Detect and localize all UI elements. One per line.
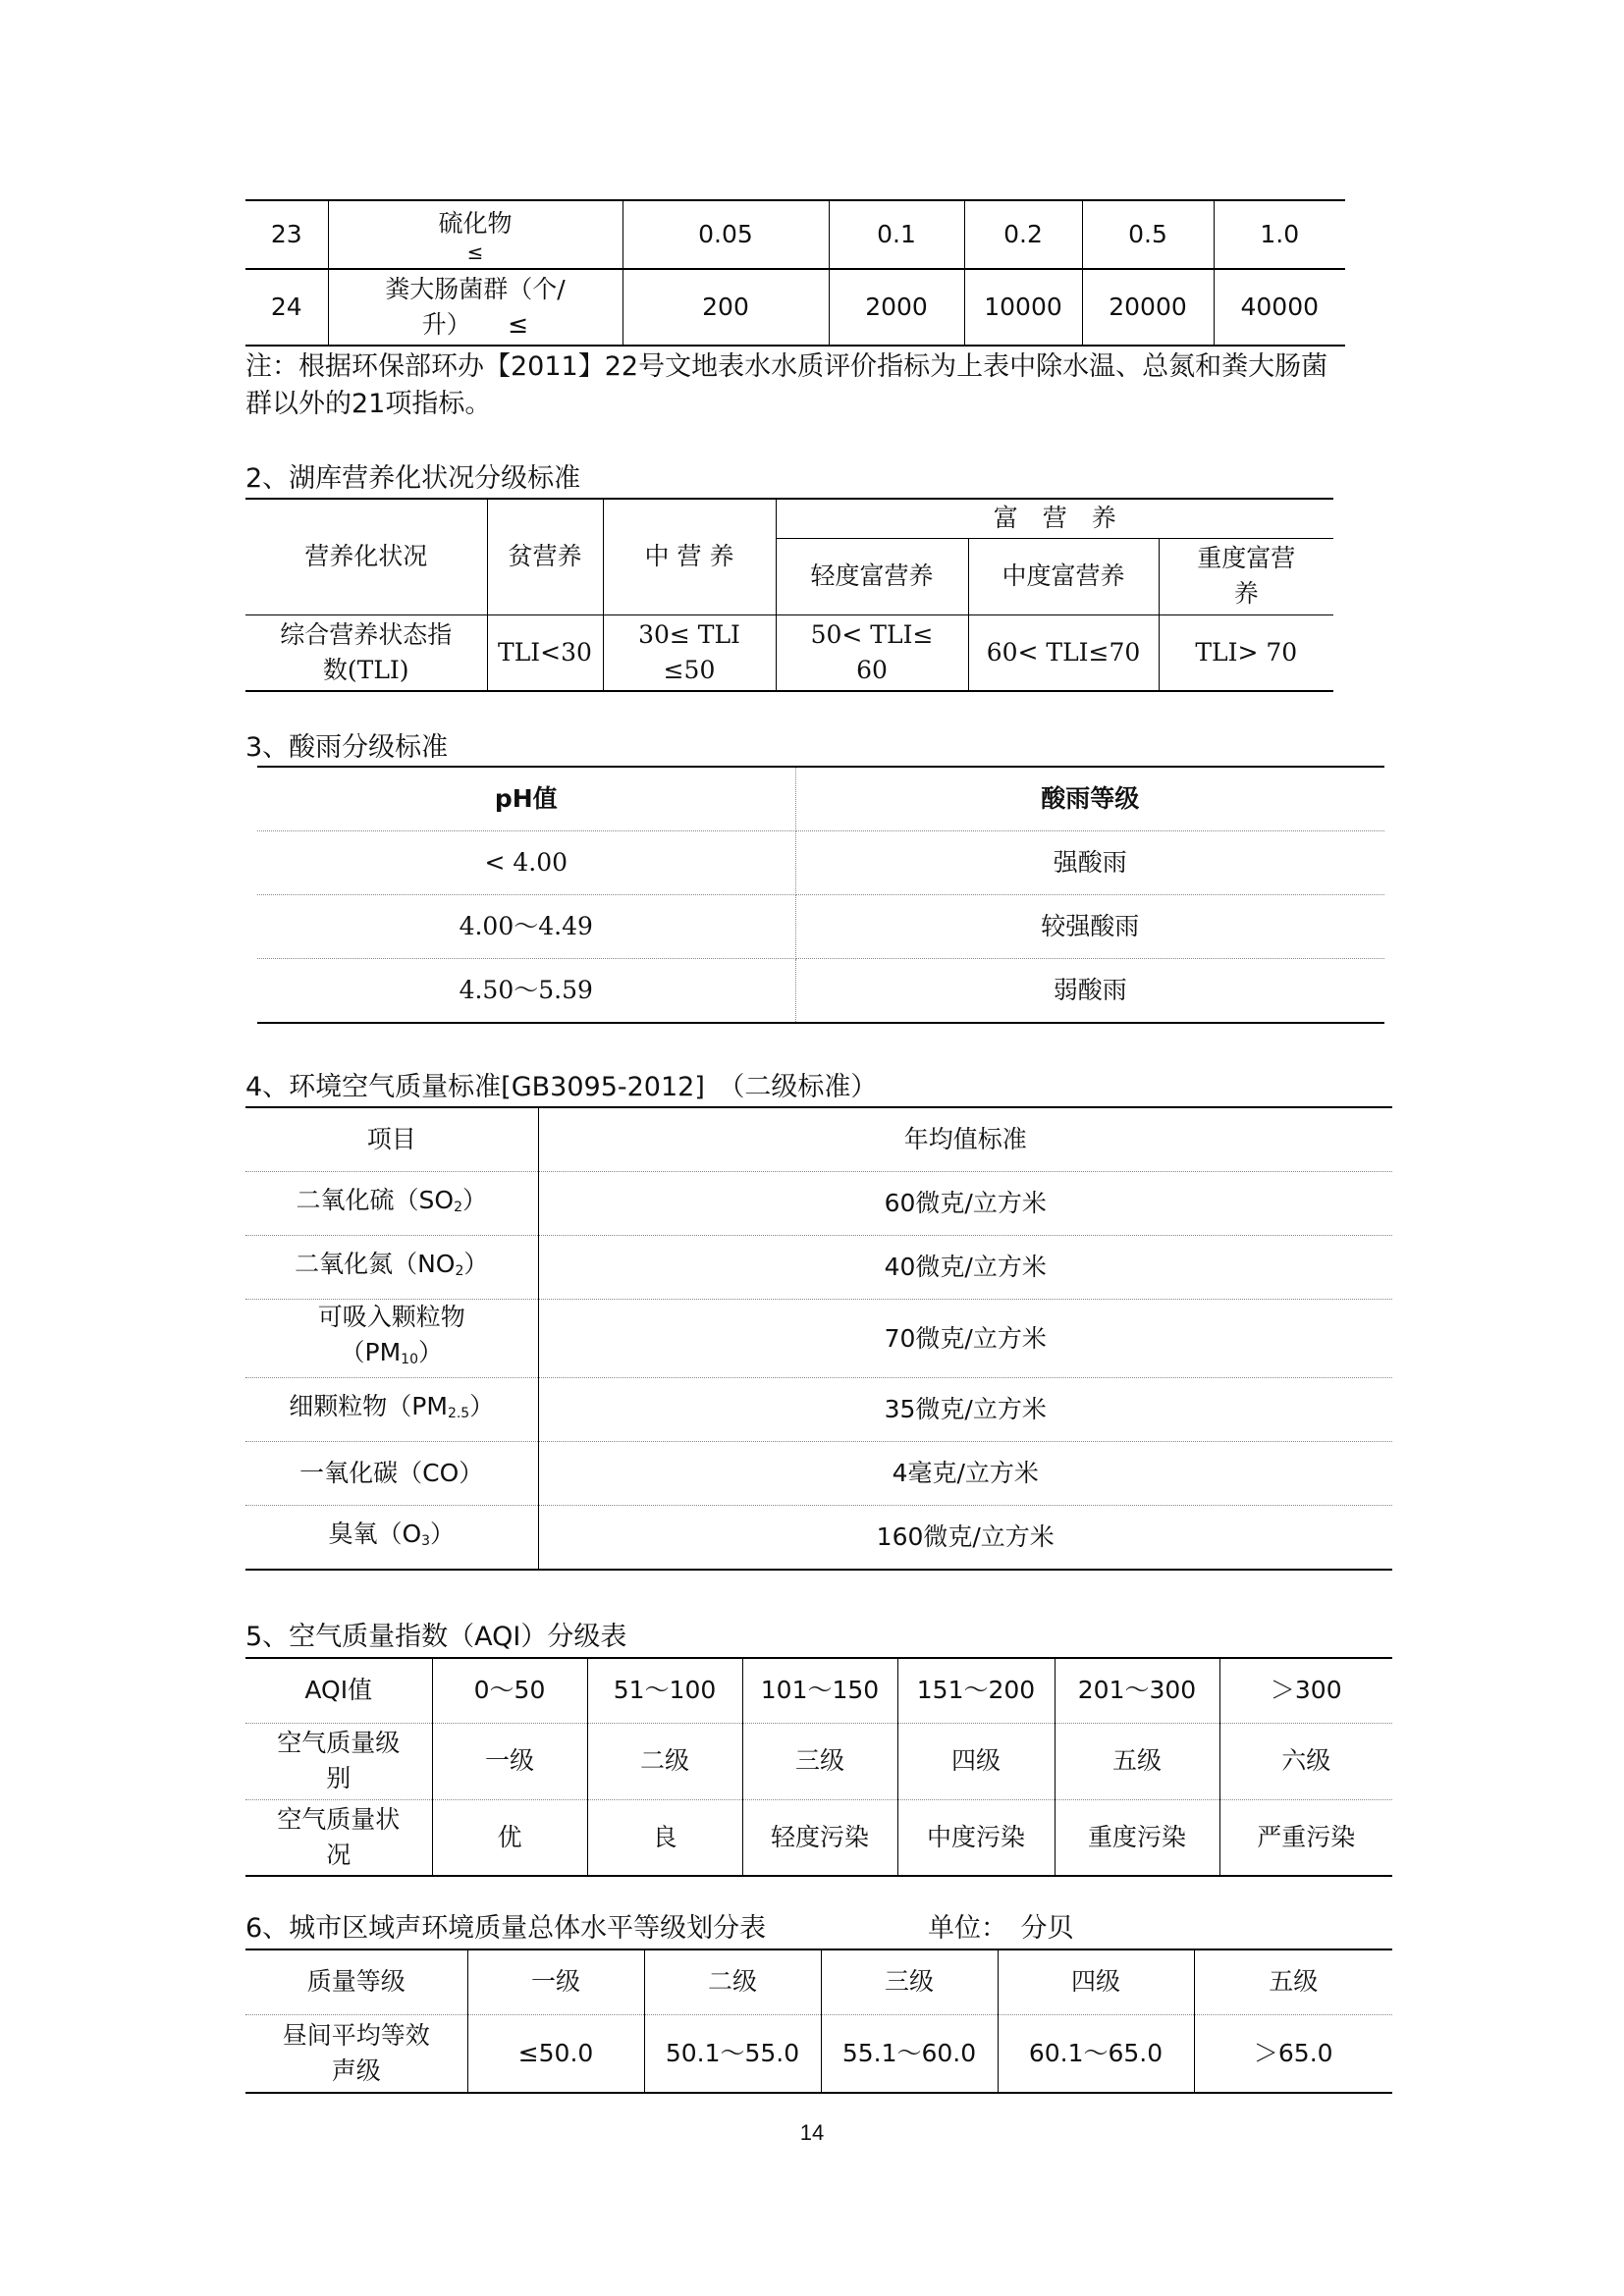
- grade-cell: 五级: [1194, 1949, 1392, 2014]
- header-item: 项目: [245, 1107, 538, 1172]
- aqi-range: 201～300: [1055, 1658, 1219, 1723]
- pollutant-name: 细颗粒物$(PM_{2.5})$: [245, 1378, 538, 1442]
- row-label: AQI值: [245, 1658, 432, 1723]
- standard-value: 60微克/立方米: [538, 1172, 1392, 1236]
- grade-value: 较强酸雨: [795, 895, 1384, 959]
- level-cell: 60.1～65.0: [998, 2014, 1194, 2093]
- status-cell: 良: [587, 1799, 742, 1876]
- table-row: [245, 1949, 1392, 2014]
- value-cell: 10000: [964, 269, 1082, 346]
- grade-cell: 四级: [897, 1723, 1055, 1799]
- section-heading: 3、酸雨分级标准: [245, 732, 449, 763]
- value-poor: TLI<30: [487, 614, 603, 691]
- ph-value: 4.00～4.49: [257, 895, 795, 959]
- header-rich: 富 营 养: [776, 499, 1333, 538]
- section-heading: 2、湖库营养化状况分级标准: [245, 463, 581, 494]
- eutrophication-table: [245, 498, 1333, 692]
- grade-cell: 一级: [467, 1949, 644, 2014]
- pollutant-name: 二氧化硫$(SO_2)$: [245, 1172, 538, 1236]
- table-row: [257, 959, 1384, 1024]
- grade-cell: 二级: [587, 1723, 742, 1799]
- ph-value: 4.50～5.59: [257, 959, 795, 1024]
- header-status: 营养化状况: [245, 499, 487, 614]
- table-row: [245, 1723, 1392, 1799]
- table-row: [245, 1172, 1392, 1236]
- header-medium: 中度富营养: [968, 538, 1159, 614]
- status-cell: 重度污染: [1055, 1799, 1219, 1876]
- row-label: 空气质量级 别: [245, 1723, 432, 1799]
- row-label: 空气质量状 况: [245, 1799, 432, 1876]
- row-label: 综合营养状态指 数(TLI): [245, 614, 487, 691]
- grade-cell: 二级: [644, 1949, 821, 2014]
- section-heading: 6、城市区域声环境质量总体水平等级划分表: [245, 1913, 767, 1944]
- page-number: 14: [799, 2120, 825, 2145]
- header-light: 轻度富营养: [776, 538, 968, 614]
- table-row: [245, 1658, 1392, 1723]
- standard-value: 70微克/立方米: [538, 1300, 1392, 1378]
- status-cell: 优: [432, 1799, 587, 1876]
- table-row: [245, 1378, 1392, 1442]
- value-cell: 0.05: [623, 200, 829, 269]
- table-row: [245, 269, 1345, 346]
- value-cell: 1.0: [1214, 200, 1345, 269]
- section-heading: 5、空气质量指数（AQI）分级表: [245, 1622, 627, 1652]
- standard-value: 160微克/立方米: [876, 1522, 1055, 1551]
- row-number: 23: [245, 200, 328, 269]
- pollutant-name: 二氧化氮$(NO_2)$: [245, 1236, 538, 1300]
- table-row: [245, 1799, 1392, 1876]
- status-cell: 严重污染: [1257, 1822, 1356, 1851]
- indicator-name: 粪大肠菌群（个/ 升） ≤: [328, 269, 623, 346]
- row-label: 质量等级: [245, 1949, 467, 2014]
- value-cell: 2000: [829, 269, 964, 346]
- standard-value: 35微克/立方米: [538, 1378, 1392, 1442]
- value-cell: 40000: [1240, 293, 1320, 321]
- value-cell: 0.5: [1082, 200, 1214, 269]
- value-medium: 60< TLI≤70: [968, 614, 1159, 691]
- pollutant-name: 可吸入颗粒物 $(PM_{10})$: [245, 1300, 538, 1378]
- grade-cell: 三级: [821, 1949, 998, 2014]
- standard-value: 4毫克/立方米: [538, 1442, 1392, 1506]
- grade-cell: 五级: [1055, 1723, 1219, 1799]
- table-row: [245, 2014, 1392, 2093]
- level-cell: 55.1～60.0: [821, 2014, 998, 2093]
- pollutant-name: 一氧化碳（CO）: [245, 1442, 538, 1506]
- header-ph: pH值: [257, 767, 795, 831]
- section-heading: 4、环境空气质量标准[GB3095-2012] （二级标准）: [245, 1072, 878, 1102]
- table-row: [245, 200, 1345, 269]
- table-row: [245, 1300, 1392, 1378]
- grade-value: 弱酸雨: [1053, 976, 1127, 1004]
- table-row: [257, 895, 1384, 959]
- indicator-name: 硫化物 ≤: [328, 200, 623, 269]
- grade-cell: 四级: [998, 1949, 1194, 2014]
- table-note-line-1: 注：根据环保部环办【2011】22号文地表水水质评价指标为上表中除水温、总氮和粪大肠菌: [245, 351, 1328, 382]
- water-quality-table: [245, 199, 1345, 347]
- row-number: 24: [245, 269, 328, 346]
- value-cell: 0.1: [829, 200, 964, 269]
- table-note-line-2: 群以外的21项指标。: [245, 389, 492, 419]
- header-grade: 酸雨等级: [795, 767, 1384, 831]
- unit-label: 单位： 分贝: [928, 1913, 1074, 1944]
- noise-quality-table: [245, 1949, 1392, 2094]
- level-cell: 50.1～55.0: [644, 2014, 821, 2093]
- header-mid: 中 营 养: [603, 499, 776, 614]
- grade-value: 强酸雨: [795, 831, 1384, 895]
- level-cell: ＞65.0: [1253, 2038, 1333, 2067]
- table-row: [245, 1506, 1392, 1571]
- aqi-range: 0～50: [432, 1658, 587, 1723]
- grade-cell: 一级: [432, 1723, 587, 1799]
- value-cell: 200: [623, 269, 829, 346]
- air-quality-standard-table: [245, 1106, 1392, 1571]
- table-row: [245, 1236, 1392, 1300]
- value-cell: 20000: [1082, 269, 1214, 346]
- level-cell: ≤50.0: [467, 2014, 644, 2093]
- pollutant-name: 臭氧$(O_3)$: [245, 1506, 538, 1571]
- grade-cell: 三级: [742, 1723, 897, 1799]
- aqi-range: 51～100: [587, 1658, 742, 1723]
- grade-cell: 六级: [1219, 1723, 1392, 1799]
- status-cell: 中度污染: [897, 1799, 1055, 1876]
- header-heavy: 重度富营 养: [1159, 538, 1333, 614]
- aqi-range: 101～150: [742, 1658, 897, 1723]
- value-heavy: TLI> 70: [1159, 614, 1333, 691]
- aqi-grade-table: [245, 1657, 1392, 1877]
- row-label: 昼间平均等效 声级: [245, 2014, 467, 2093]
- header-standard: 年均值标准: [538, 1107, 1392, 1172]
- status-cell: 轻度污染: [742, 1799, 897, 1876]
- ph-value: < 4.00: [257, 831, 795, 895]
- header-poor: 贫营养: [487, 499, 603, 614]
- standard-value: 40微克/立方米: [538, 1236, 1392, 1300]
- table-row: [257, 831, 1384, 895]
- value-mid: 30≤ TLI ≤50: [603, 614, 776, 691]
- table-row: [245, 1442, 1392, 1506]
- aqi-range: ＞300: [1219, 1658, 1392, 1723]
- acid-rain-table: [257, 766, 1384, 1024]
- value-light: 50< TLI≤ 60: [776, 614, 968, 691]
- aqi-range: 151～200: [897, 1658, 1055, 1723]
- value-cell: 0.2: [964, 200, 1082, 269]
